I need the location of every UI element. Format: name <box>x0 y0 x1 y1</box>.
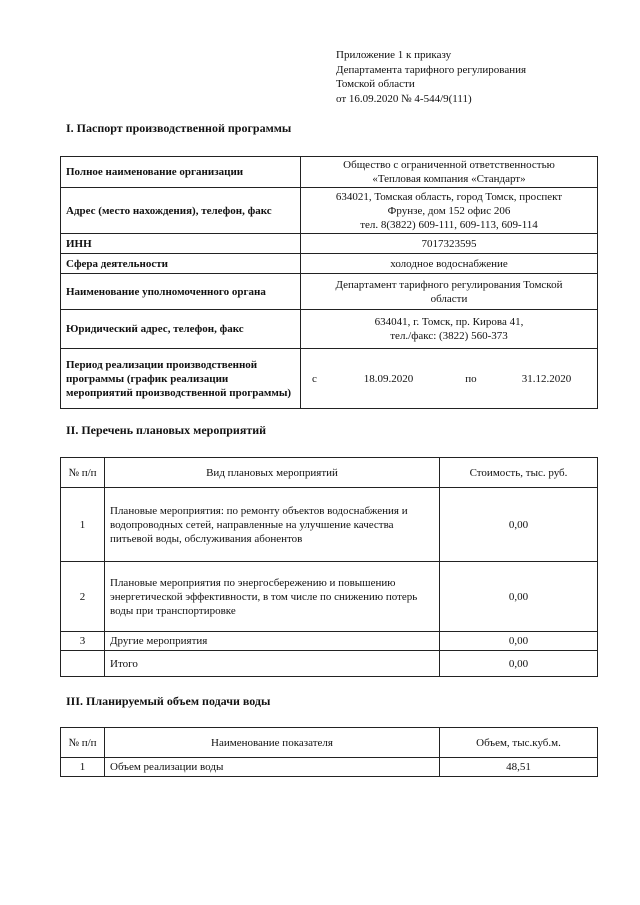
passport-value-line: «Тепловая компания «Стандарт» <box>372 173 526 185</box>
passport-row-org-name <box>61 157 598 188</box>
appendix-line-1: Приложение 1 к приказу <box>336 49 452 61</box>
table-row <box>61 562 598 632</box>
period-layout <box>306 372 592 386</box>
passport-value <box>301 310 598 349</box>
table-row <box>61 632 598 651</box>
row-num: 3 <box>61 632 105 651</box>
passport-value-line: тел./факс: (3822) 560-373 <box>390 330 508 342</box>
passport-row-period <box>61 349 598 409</box>
section-3-title: III. Планируемый объем подачи воды <box>66 694 271 708</box>
activities-header-row <box>61 458 598 488</box>
passport-table <box>60 156 598 409</box>
passport-value-line: 634041, г. Томск, пр. Кирова 41, <box>374 316 524 328</box>
header-num: № п/п <box>61 728 105 758</box>
passport-label: ИНН <box>61 234 301 254</box>
activities-table <box>60 457 598 677</box>
row-cost: 0,00 <box>440 488 598 562</box>
appendix-header <box>336 48 526 106</box>
row-cost: 0,00 <box>440 651 598 677</box>
passport-period-value <box>301 349 598 409</box>
total-row <box>61 651 598 677</box>
row-cost: 0,00 <box>440 562 598 632</box>
period-from-word: с <box>312 372 317 385</box>
header-cost: Стоимость, тыс. руб. <box>440 458 598 488</box>
passport-value-line: области <box>430 292 468 305</box>
passport-value-line: Общество с ограниченной ответственностью <box>343 159 555 171</box>
period-to-date: 31.12.2020 <box>521 372 572 385</box>
passport-value <box>301 274 598 310</box>
row-activity: Плановые мероприятия по энергосбережению и повышению энергетической эффективности, в том числе по снижению потерь воды при транспортировке <box>105 562 440 632</box>
row-cost: 0,00 <box>440 632 598 651</box>
period-to-word: по <box>465 372 477 385</box>
passport-label: Полное наименование организации <box>61 157 301 188</box>
row-num: 2 <box>61 562 105 632</box>
passport-label: Юридический адрес, телефон, факс <box>61 310 301 349</box>
table-row <box>61 488 598 562</box>
row-activity: Итого <box>105 651 440 677</box>
appendix-line-3: Томской области <box>336 78 415 90</box>
row-indicator: Объем реализации воды <box>105 758 440 777</box>
header-indicator: Наименование показателя <box>105 728 440 758</box>
passport-value-line: 634021, Томская область, город Томск, проспект <box>335 190 563 203</box>
table-row <box>61 758 598 777</box>
header-volume: Объем, тыс.куб.м. <box>440 728 598 758</box>
passport-label: Наименование уполномоченного органа <box>61 274 301 310</box>
row-volume: 48,51 <box>440 758 598 777</box>
appendix-line-4: от 16.09.2020 № 4-544/9(111) <box>336 92 472 105</box>
row-num: 1 <box>61 758 105 777</box>
row-num: 1 <box>61 488 105 562</box>
passport-label: Адрес (место нахождения), телефон, факс <box>61 188 301 234</box>
passport-value-line: тел. 8(3822) 609-111, 609-113, 609-114 <box>360 218 538 231</box>
row-num <box>61 651 105 677</box>
passport-value <box>301 188 598 234</box>
passport-value: холодное водоснабжение <box>301 254 598 274</box>
volume-header-row <box>61 728 598 758</box>
passport-value: 7017323595 <box>301 234 598 254</box>
passport-row-address <box>61 188 598 234</box>
passport-row-authority <box>61 274 598 310</box>
passport-row-activity <box>61 254 598 274</box>
passport-label: Сфера деятельности <box>61 254 301 274</box>
row-activity: Плановые мероприятия: по ремонту объектов водоснабжения и водопроводных сетей, направленные на улучшение качества питьевой воды, обслуживания абонентов <box>105 488 440 562</box>
passport-value-line: Фрунзе, дом 152 офис 206 <box>387 204 511 217</box>
period-from-date: 18.09.2020 <box>363 372 414 385</box>
passport-label: Период реализации производственной программы (график реализации мероприятий производственной программы) <box>61 349 301 409</box>
passport-value-line: Департамент тарифного регулирования Томской <box>335 278 563 291</box>
volume-table <box>60 727 598 777</box>
passport-row-inn <box>61 234 598 254</box>
header-activity: Вид плановых мероприятий <box>105 458 440 488</box>
section-2-title: II. Перечень плановых мероприятий <box>66 423 267 437</box>
row-activity: Другие мероприятия <box>105 632 440 651</box>
passport-value <box>301 157 598 188</box>
appendix-line-2: Департамента тарифного регулирования <box>336 63 527 76</box>
section-1-title: I. Паспорт производственной программы <box>66 121 292 135</box>
header-num: № п/п <box>61 458 105 488</box>
passport-row-legal-address <box>61 310 598 349</box>
